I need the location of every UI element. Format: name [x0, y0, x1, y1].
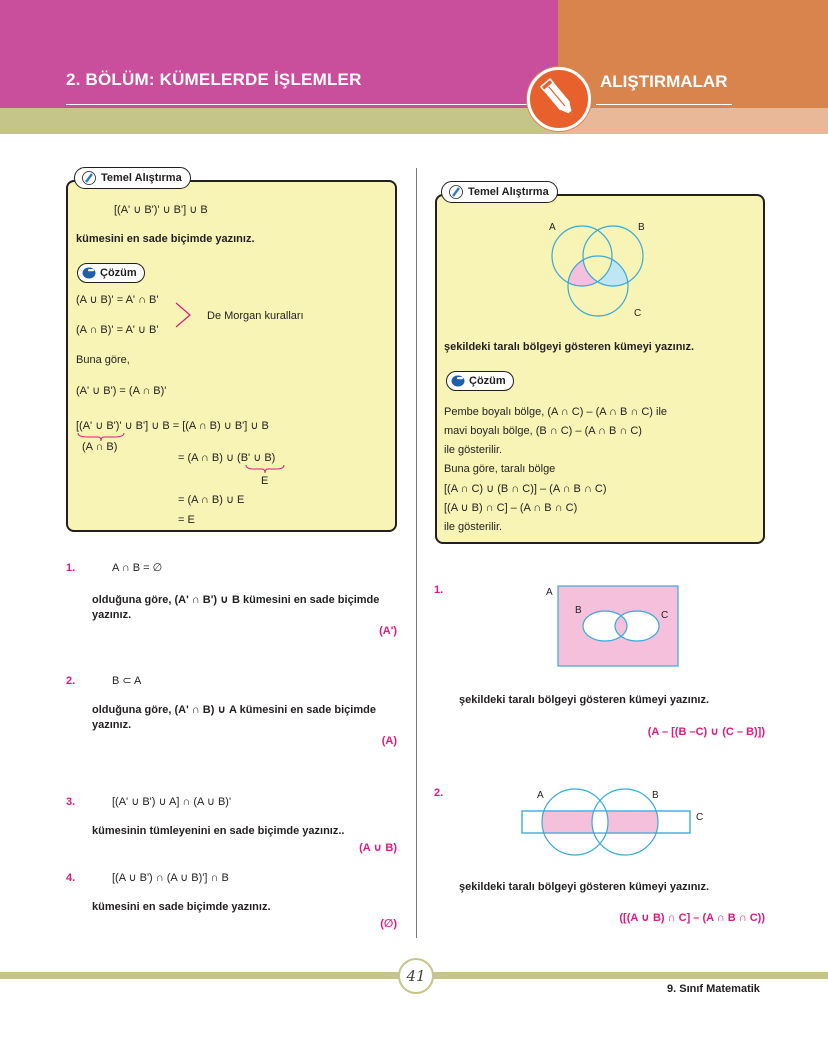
question-4-expression: [(A ∪ B') ∩ (A ∪ B)'] ∩ B — [112, 872, 229, 884]
left-example-question: kümesini en sade biçimde yazınız. — [76, 233, 255, 245]
header-band-left — [0, 0, 558, 108]
pencil-emblem — [527, 67, 591, 131]
venn-diagram-universal-set — [557, 585, 679, 667]
rule-bracket-icon — [174, 300, 194, 330]
question-1-expression: A ∩ B = ∅ — [112, 562, 163, 574]
left-cozum-badge — [77, 263, 145, 283]
header-strip-left — [0, 108, 558, 134]
right-question-2-number: 2. — [434, 787, 444, 799]
pointing-hand-icon — [82, 267, 96, 279]
right-example-tab — [441, 181, 558, 203]
right-solution-line-4: Buna göre, taralı bölge — [444, 463, 556, 475]
right-solution-line-3: ile gösterilir. — [444, 444, 503, 456]
right-cozum-badge — [446, 371, 514, 391]
solution-step-2: [(A' ∪ B')' ∪ B'] ∪ B = [(A ∩ B) ∪ B'] ∪ B — [76, 420, 269, 432]
question-1-answer: (A') — [379, 625, 397, 637]
underbrace-step3 — [244, 464, 286, 474]
question-1-text-line2: yazınız. — [92, 609, 132, 621]
right-question-1-answer: (A – [(B –C) ∪ (C – B)]) — [647, 726, 765, 738]
left-example-tab — [74, 167, 191, 189]
question-4-text: kümesini en sade biçimde yazınız. — [92, 901, 271, 913]
header-underline-left — [66, 104, 528, 105]
column-divider — [416, 168, 417, 938]
q1-label-b: B — [575, 605, 582, 616]
pencil-icon — [530, 70, 588, 128]
solution-step-5: = E — [178, 514, 195, 526]
question-2-number: 2. — [66, 675, 76, 687]
venn-label-a: A — [549, 222, 556, 233]
solution-step-4: = (A ∩ B) ∪ E — [178, 494, 245, 506]
right-solution-line-1: Pembe boyalı bölge, (A ∩ C) – (A ∩ B ∩ C) ile — [444, 406, 668, 418]
question-3-text: kümesinin tümleyenini en sade biçimde yazınız.. — [92, 825, 345, 837]
left-cozum-label: Çözüm — [100, 267, 137, 279]
solution-step-3: = (A ∩ B) ∪ (B' ∪ B) — [178, 452, 276, 464]
question-4-number: 4. — [66, 872, 76, 884]
question-3-answer: (A ∪ B) — [359, 842, 397, 854]
right-question-1-text: şekildeki taralı bölgeyi gösteren kümeyi yazınız. — [459, 694, 710, 706]
right-question-2-answer: ([(A ∪ B) ∩ C] – (A ∩ B ∩ C)) — [619, 912, 765, 924]
page-number: 41 — [398, 958, 434, 994]
q2-label-a: A — [537, 790, 544, 801]
question-2-text-line1: olduğuna göre, (A' ∩ B) ∪ A kümesini en sade biçimde — [92, 704, 376, 716]
right-question-1-number: 1. — [434, 584, 444, 596]
solution-step-1: (A' ∪ B') = (A ∩ B)' — [76, 385, 167, 397]
de-morgan-label: De Morgan kuralları — [207, 310, 304, 322]
header-underline-right — [596, 104, 732, 105]
book-title: 9. Sınıf Matematik — [667, 983, 760, 995]
pencil-badge-icon — [448, 185, 464, 199]
de-morgan-rule-1: (A ∪ B)' = A' ∩ B' — [76, 294, 159, 306]
question-3-number: 3. — [66, 796, 76, 808]
q1-label-c: C — [661, 610, 669, 621]
de-morgan-rule-2: (A ∩ B)' = A' ∪ B' — [76, 324, 159, 336]
right-example-question: şekildeki taralı bölgeyi gösteren kümeyi yazınız. — [444, 341, 695, 353]
venn-label-b: B — [638, 222, 645, 233]
section-title: ALIŞTIRMALAR — [600, 72, 728, 91]
q1-label-a: A — [546, 587, 553, 598]
right-example-tab-label: Temel Alıştırma — [468, 186, 549, 198]
question-4-answer: (∅) — [380, 918, 397, 930]
question-2-text-line2: yazınız. — [92, 719, 132, 731]
question-3-expression: [(A' ∪ B') ∪ A] ∩ (A ∪ B)' — [112, 796, 232, 808]
question-2-expression: B ⊂ A — [112, 675, 142, 687]
solution-step-3-under: E — [261, 475, 269, 487]
solution-step-2-under: (A ∩ B) — [82, 441, 118, 453]
pointing-hand-icon — [451, 375, 465, 387]
q2-label-b: B — [652, 790, 659, 801]
question-1-number: 1. — [66, 562, 76, 574]
question-1-text-line1: olduğuna göre, (A' ∩ B') ∪ B kümesini en sade biçimde — [92, 594, 380, 606]
left-example-expression: [(A' ∪ B')' ∪ B'] ∪ B — [114, 204, 208, 216]
right-solution-line-7: ile gösterilir. — [444, 521, 503, 533]
header-strip-right — [558, 108, 828, 134]
question-2-answer: (A) — [381, 735, 397, 747]
chapter-title: 2. BÖLÜM: KÜMELERDE İŞLEMLER — [66, 70, 362, 89]
right-solution-line-6: [(A ∪ B) ∩ C] – (A ∩ B ∩ C) — [444, 502, 578, 514]
right-question-2-text: şekildeki taralı bölgeyi gösteren kümeyi yazınız. — [459, 881, 710, 893]
right-solution-line-2: mavi boyalı bölge, (B ∩ C) – (A ∩ B ∩ C) — [444, 425, 642, 437]
right-cozum-label: Çözüm — [469, 375, 506, 387]
venn-label-c: C — [634, 308, 642, 319]
right-solution-line-5: [(A ∩ C) ∪ (B ∩ C)] – (A ∩ B ∩ C) — [444, 483, 607, 495]
left-example-tab-label: Temel Alıştırma — [101, 172, 182, 184]
pencil-badge-icon — [81, 171, 97, 185]
q2-label-c: C — [696, 812, 704, 823]
buna-gore-text: Buna göre, — [76, 354, 130, 366]
venn-diagram-strip — [520, 787, 692, 861]
